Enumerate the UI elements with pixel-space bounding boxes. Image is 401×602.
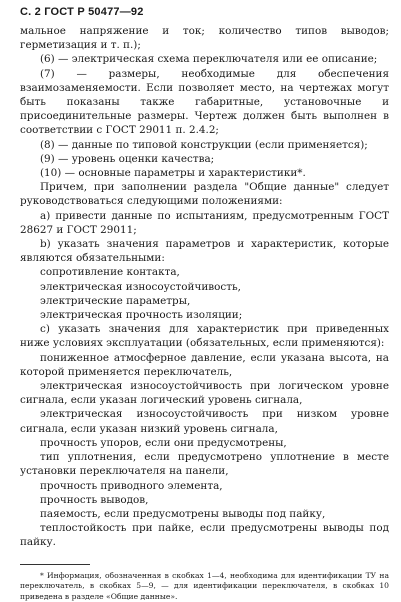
document-body (20, 24, 389, 550)
list-item: электрическая износоустойчивость при логическом уровне сигнала, если указан логический уровень сигнала, (20, 380, 389, 407)
paragraph: (7) — размеры, необходимые для обеспечения взаимозаменяемости. Если позволяет место, на чертежах могут быть показаны также габаритные, установочные и присоединительные размеры. Чертеж должен быть выполнен в соответствии с ГОСТ 29011 п. 2.4.2; (20, 67, 389, 137)
list-item: тип уплотнения, если предусмотрено уплотнение в месте установки переключателя на панели, (20, 451, 389, 478)
paragraph: (10) — основные параметры и характеристики*. (40, 167, 306, 180)
paragraph: Причем, при заполнении раздела "Общие данные" следует руководствоваться следующими положениями: (20, 181, 389, 208)
paragraph: (9) — уровень оценки качества; (40, 152, 215, 165)
footnote-divider (20, 564, 90, 565)
footnote: * Информация, обозначенная в скобках 1—4, необходима для идентификации ТУ на переключатель, в скобках 5—9, — для идентификации переключателя, в скобках 10 приведена в разделе «Общие данные». (20, 570, 389, 601)
list-item: электрические параметры, (40, 294, 191, 307)
list-item: сопротивление контакта, (40, 266, 180, 279)
list-item: прочность упоров, если они предусмотрены, (40, 436, 287, 449)
paragraph: мальное напряжение и ток; количество типов выводов; герметизация и т. п.); (20, 25, 389, 52)
paragraph: b) указать значения параметров и характеристик, которые являются обязательными: (20, 238, 389, 265)
paragraph: с) указать значения для характеристик при приведенных ниже условиях эксплуатации (обязательных, если применяются): (20, 323, 389, 350)
paragraph: (6) — электрическая схема переключателя или ее описание; (40, 53, 378, 66)
list-item: электрическая износоустойчивость при низком уровне сигнала, если указан низкий уровень сигнала, (20, 408, 389, 435)
paragraph: а) привести данные по испытаниям, предусмотренным ГОСТ 28627 и ГОСТ 29011; (20, 209, 389, 236)
list-item: электрическая износоустойчивость, (40, 280, 241, 293)
list-item: прочность выводов, (40, 493, 149, 506)
list-item: прочность приводного элемента, (40, 479, 223, 492)
list-item: пониженное атмосферное давление, если указана высота, на которой применяется переключатель, (20, 351, 389, 378)
list-item: теплостойкость при пайке, если предусмотрены выводы под пайку. (20, 522, 389, 549)
page-header: С. 2 ГОСТ Р 50477—92 (20, 6, 144, 18)
paragraph: (8) — данные по типовой конструкции (если применяется); (40, 138, 368, 151)
list-item: электрическая прочность изоляции; (40, 309, 243, 322)
list-item: паяемость, если предусмотрены выводы под пайку, (40, 507, 326, 520)
